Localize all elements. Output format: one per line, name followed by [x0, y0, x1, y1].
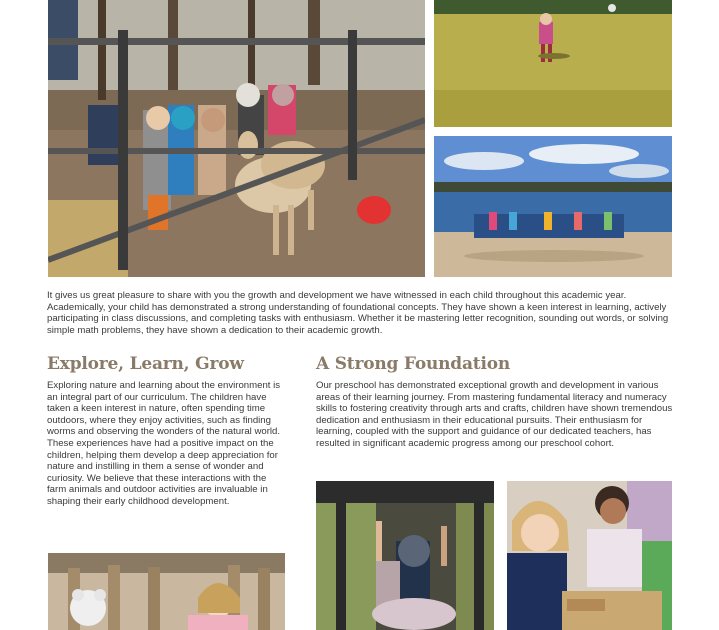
photo-lake-class [434, 136, 672, 277]
photo-girls-crafts [507, 481, 672, 630]
photo-girl-fence [48, 553, 285, 630]
photo-grass-field [434, 0, 672, 127]
intro-paragraph: It gives us great pleasure to share with you the growth and development we have witnessed in each child throughout this academic year. Academically, your child has demonstrated a strong understanding of foundational concepts. They have shown a keen interest in learning, actively participating in class discussions, and completing tasks with enthusiasm. Whether it be mastering letter recognition, sounding out words, or solving simple math problems, they have shown a dedication to their academic growth. [47, 290, 669, 336]
heading-explore-learn-grow: Explore, Learn, Grow [47, 354, 244, 374]
photo-farm-goats [48, 0, 425, 277]
heading-strong-foundation: A Strong Foundation [316, 354, 511, 374]
photo-children-reaching [316, 481, 494, 630]
foundation-body-text: Our preschool has demonstrated exceptional growth and development in various areas of their learning journey. From mastering fundamental literacy and numeracy skills to fostering creativity through arts and crafts, children have shown tremendous dedication and enthusiasm in their educational pursuits. Their enthusiasm for learning, coupled with the support and guidance of our dedicated teachers, has resulted in significant academic progress among our preschool cohort. [316, 380, 673, 449]
explore-body-text: Exploring nature and learning about the environment is an integral part of our curriculum. The children have taken a keen interest in nature, often spending time outdoors, where they enjoy activities, such as finding worms and observing the wonders of the natural world. These experiences have had a positive impact on the children, helping them develop a deep appreciation for nature and instilling in them a sense of wonder and curiosity. We believe that these interactions with the farm animals and outdoor activities are invaluable in shaping their early childhood development. [47, 380, 281, 507]
